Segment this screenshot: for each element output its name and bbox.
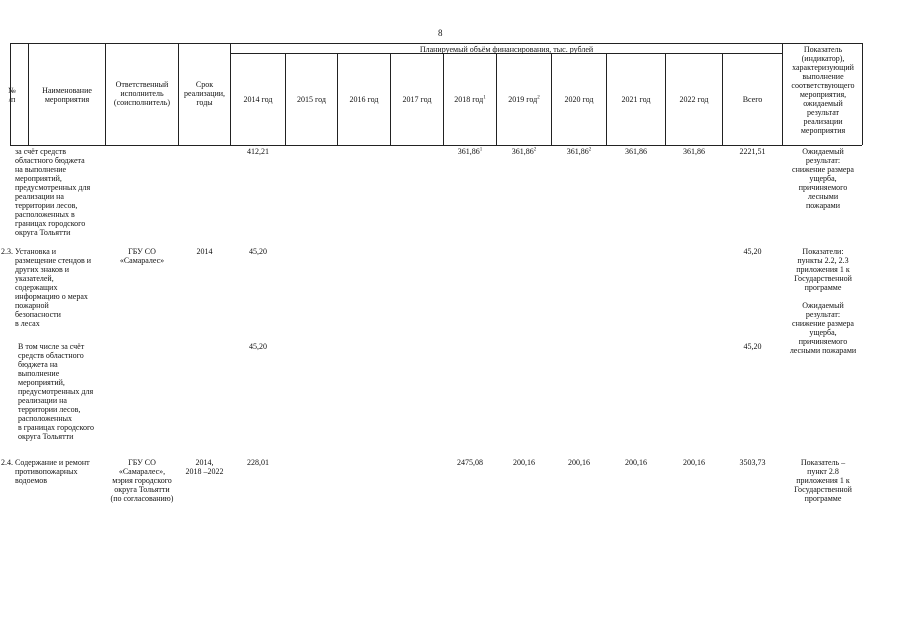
table-row-name: за счёт средств областного бюджета на выполнение мероприятий, предусмотренных для реализации на территории лесов, расположенных в границах городского округа Тольятти	[15, 147, 91, 237]
table-cell-total: 2221,51	[739, 147, 766, 156]
table-row-number: 2.4.	[1, 458, 13, 467]
header-name: Наименование мероприятия	[42, 86, 92, 104]
header-indicator: Показатель (индикатор), характеризующий выполнение соответствующего мероприятия, ожидаемый результат реализации мероприятия	[791, 45, 855, 135]
table-row-name: Содержание и ремонт противопожарных водоемов	[15, 458, 90, 485]
table-cell-responsible: ГБУ СО «Самаралес»	[119, 247, 165, 265]
page-number: 8	[438, 28, 443, 38]
table-cell-2014: 412,21	[247, 147, 269, 156]
table-top-border	[10, 43, 862, 44]
table-cell-2014: 228,01	[247, 458, 269, 467]
table-cell-indicator: Показатель – пункт 2.8 приложения 1 к Государственной программе	[794, 458, 852, 503]
header-year: 2016 год	[349, 95, 379, 104]
header-year: 2022 год	[679, 95, 709, 104]
table-cell-2021: 361,86	[625, 147, 647, 156]
header-year: 2015 год	[297, 95, 326, 104]
table-row-number: 2.3.	[1, 247, 13, 256]
header-year: 2017 год	[402, 95, 432, 104]
header-num: № /п	[8, 86, 16, 104]
header-year: 2018 год$^1$	[454, 95, 486, 104]
table-cell-2022: 200,16	[683, 458, 705, 467]
header-year: 2020 год	[564, 95, 594, 104]
table-cell-term: 2014, 2018 –2022	[185, 458, 224, 476]
table-cell-indicator: Показатели: пункты 2.2, 2.3 приложения 1 к Государственной программе Ожидаемый результат: снижение размера ущерба, причиняемого лесными пожарами	[789, 247, 857, 355]
table-cell-2014: 45,20	[249, 342, 267, 351]
table-cell-total: 45,20	[743, 342, 762, 351]
table-cell-2018: 2475,08	[457, 458, 483, 467]
table-cell-2020: 200,16	[568, 458, 590, 467]
table-cell-2022: 361,86	[683, 147, 705, 156]
table-cell-2018: 361,86$^1$	[457, 147, 483, 156]
table-cell-total: 3503,73	[739, 458, 766, 467]
header-bottom-border	[10, 145, 862, 146]
table-cell-2021: 200,16	[625, 458, 647, 467]
header-year: 2021 год	[621, 95, 651, 104]
table-cell-responsible: ГБУ СО «Самаралес», мэрия городского округа Тольятти (по согласованию)	[110, 458, 174, 503]
header-term: Срок реализации, годы	[183, 80, 226, 107]
header-year: Всего	[742, 95, 763, 104]
table-cell-indicator: Ожидаемый результат: снижение размера ущерба, причиняемого лесными пожарами	[792, 147, 854, 210]
table-cell-term: 2014	[196, 247, 213, 256]
table-cell-2019: 200,16	[513, 458, 535, 467]
table-cell-2020: 361,86$^2$	[566, 147, 592, 156]
table-cell-2019: 361,86$^2$	[511, 147, 537, 156]
col-divider	[230, 43, 231, 145]
table-cell-2014: 45,20	[249, 247, 267, 256]
header-funding: Планируемый объём финансирования, тыс. рублей	[419, 45, 594, 54]
table-cell-total: 45,20	[743, 247, 762, 256]
header-responsible: Ответственный исполнитель (соисполнитель)	[113, 80, 171, 107]
table-row-name: В том числе за счёт средств областного бюджета на выполнение мероприятий, предусмотренных для реализации на территории лесов, расположенных в границах городского округа Тольятти	[18, 342, 95, 441]
header-year: 2014 год	[243, 95, 273, 104]
header-year: 2019 год$^2$	[508, 95, 540, 104]
table-row-name: Установка и размещение стендов и других знаков и указателей, содержащих информацию о мерах пожарной безопасности в лесах	[15, 247, 92, 328]
